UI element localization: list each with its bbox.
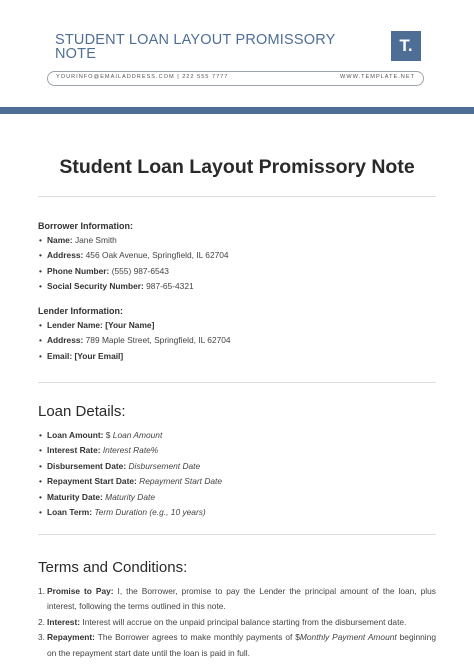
list-item: • Disbursement Date: Disbursement Date (38, 459, 436, 474)
list-item: • Address: 789 Maple Street, Springfield, IL 62704 (38, 333, 436, 348)
lender-label: Lender Information: (38, 306, 123, 316)
list-item: • Loan Term: Term Duration (e.g., 10 years) (38, 505, 436, 520)
list-item: 2. Interest: Interest will accrue on the unpaid principal balance starting from the disbursement date. (38, 616, 407, 627)
divider (38, 382, 436, 383)
list-item: 3. Repayment: The Borrower agrees to make monthly payments of $Monthly Payment Amount beginning on the repayment start date until the loan is paid in full. (38, 632, 436, 658)
letterhead (0, 0, 474, 107)
logo-badge: T. (391, 31, 421, 61)
list-item: • Address: 456 Oak Avenue, Springfield, IL 62704 (38, 248, 436, 263)
contact-email-phone: YOURINFO@EMAILADDRESS.COM | 222 555 7777 (56, 74, 229, 80)
list-item: • Interest Rate: Interest Rate% (38, 443, 436, 458)
loan-details-heading: Loan Details: (38, 403, 126, 420)
list-item: • Loan Amount: $ Loan Amount (38, 428, 436, 443)
list-item: • Social Security Number: 987-65-4321 (38, 279, 436, 294)
contact-bar (47, 71, 424, 86)
borrower-label: Borrower Information: (38, 221, 134, 231)
terms-list (38, 584, 436, 661)
list-item: • Lender Name: [Your Name] (38, 318, 436, 333)
loan-details-list (38, 428, 436, 520)
terms-heading: Terms and Conditions: (38, 559, 188, 576)
list-item: • Email: [Your Email] (38, 349, 436, 364)
borrower-list (38, 233, 436, 295)
list-item: • Maturity Date: Maturity Date (38, 490, 436, 505)
list-item: • Phone Number: (555) 987-6543 (38, 264, 436, 279)
header-accent-band (0, 107, 474, 114)
contact-website: WWW.TEMPLATE.NET (340, 74, 415, 80)
list-item: • Name: Jane Smith (38, 233, 436, 248)
brand-title: STUDENT LOAN LAYOUT PROMISSORY NOTE (55, 32, 336, 62)
divider (38, 196, 436, 197)
document-title: Student Loan Layout Promissory Note (59, 156, 415, 178)
lender-list (38, 318, 436, 364)
list-item: 1. Promise to Pay: I, the Borrower, promise to pay the Lender the principal amount of the loan, plus interest, following the terms outlined in this note. (38, 586, 436, 612)
divider (38, 534, 436, 535)
list-item: • Repayment Start Date: Repayment Start Date (38, 474, 436, 489)
